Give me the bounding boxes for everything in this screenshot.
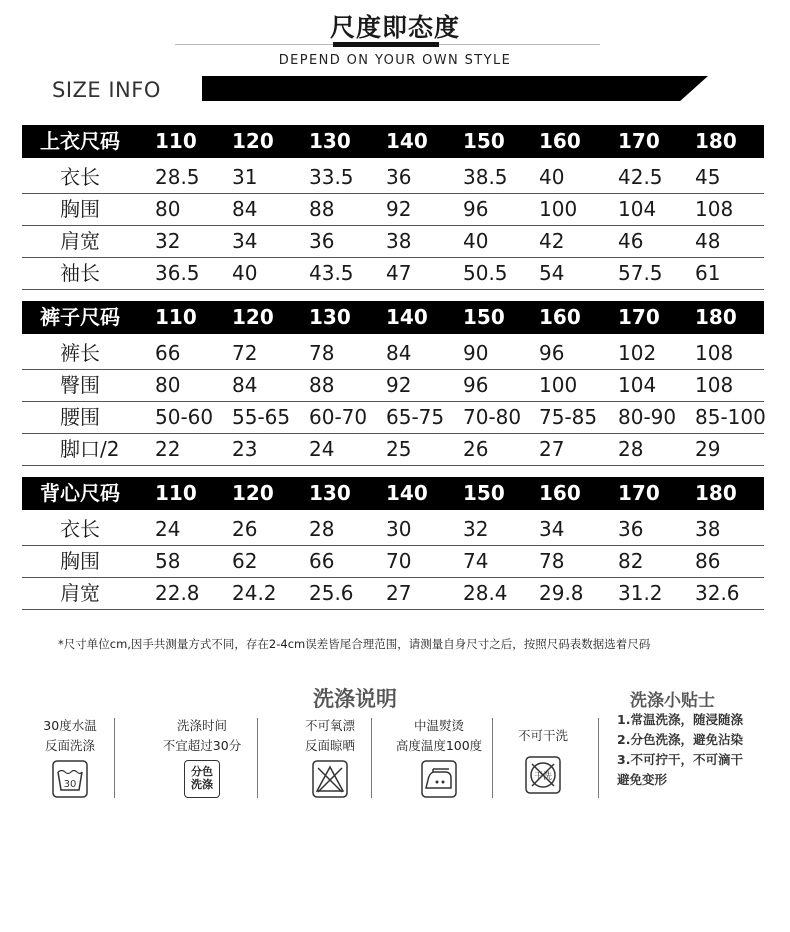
table-cell: 40 [539, 165, 565, 189]
table-cell: 92 [386, 197, 412, 221]
table-cell: 86 [695, 549, 721, 573]
table-cell: 33.5 [309, 165, 354, 189]
column-divider [492, 718, 493, 798]
measurement-label: 袖长 [60, 261, 100, 285]
table-cell: 42.5 [618, 165, 663, 189]
table-cell: 80 [155, 373, 181, 397]
size-header-cell: 120 [232, 481, 274, 505]
table-cell: 32 [463, 517, 489, 541]
wash-30-icon [52, 760, 88, 798]
size-header-cell: 140 [386, 481, 428, 505]
table-cell: 66 [155, 341, 181, 365]
size-header-cell: 160 [539, 481, 581, 505]
size-header-cell: 110 [155, 481, 197, 505]
table-cell: 50.5 [463, 261, 508, 285]
table-row [22, 194, 764, 226]
table-cell: 108 [695, 341, 734, 365]
table-cell: 36 [618, 517, 644, 541]
measurement-label: 胸围 [60, 197, 100, 221]
wash-item-line: 反面晾晒 [304, 738, 355, 753]
table-row [22, 434, 764, 466]
table-cell: 34 [232, 229, 258, 253]
column-divider [371, 718, 372, 798]
table-cell: 72 [232, 341, 258, 365]
table-cell: 78 [539, 549, 565, 573]
table-cell: 96 [463, 373, 489, 397]
table-cell: 100 [539, 373, 578, 397]
tip-line: 3.不可拧干，不可滴干 [617, 752, 743, 767]
table-cell: 24.2 [232, 581, 277, 605]
table-row [22, 162, 764, 194]
table-cell: 82 [618, 549, 644, 573]
table-cell: 34 [539, 517, 565, 541]
size-header-cell: 110 [155, 129, 197, 153]
icon-label [184, 765, 220, 791]
table-cell: 74 [463, 549, 489, 573]
table-cell: 43.5 [309, 261, 354, 285]
size-header-cell: 130 [309, 481, 351, 505]
size-header-cell: 130 [309, 129, 351, 153]
table-cell: 62 [232, 549, 258, 573]
wash-instructions-title: 洗涤说明 [313, 687, 397, 711]
table-cell: 29 [695, 437, 721, 461]
table-row [22, 258, 764, 290]
table-row [22, 514, 764, 546]
table-cell: 84 [232, 197, 258, 221]
table-cell: 25.6 [309, 581, 354, 605]
table-cell: 90 [463, 341, 489, 365]
size-header-cell: 180 [695, 305, 737, 329]
table-row [22, 546, 764, 578]
top-size-table [22, 125, 764, 290]
table-cell: 31 [232, 165, 258, 189]
table-cell: 47 [386, 261, 412, 285]
size-header-cell: 120 [232, 305, 274, 329]
table-cell: 26 [463, 437, 489, 461]
table-cell: 30 [386, 517, 412, 541]
wash-item-line: 中温熨烫 [413, 718, 464, 733]
measurement-label: 裤长 [60, 341, 100, 365]
table-row [22, 578, 764, 610]
vest-size-table [22, 477, 764, 610]
wash-tips-title: 洗涤小贴士 [630, 691, 715, 711]
no-bleach-icon [312, 760, 348, 798]
decorative-banner [202, 76, 708, 101]
table-cell: 65-75 [386, 405, 445, 429]
table-cell: 24 [309, 437, 335, 461]
table-cell: 42 [539, 229, 565, 253]
table-row [22, 402, 764, 434]
measurement-label: 臀围 [60, 373, 100, 397]
table-cell: 70 [386, 549, 412, 573]
wash-item-line: 洗涤时间 [176, 718, 227, 733]
table-cell: 28 [309, 517, 335, 541]
table-cell: 26 [232, 517, 258, 541]
wash-item-line: 反面洗涤 [44, 738, 95, 753]
size-header-cell: 160 [539, 129, 581, 153]
table-header-row [22, 301, 764, 334]
table-cell: 36.5 [155, 261, 200, 285]
table-cell: 32 [155, 229, 181, 253]
table-cell: 50-60 [155, 405, 214, 429]
table-cell: 46 [618, 229, 644, 253]
no-dry-clean-icon [525, 756, 561, 794]
table-row [22, 338, 764, 370]
tip-line: 1.常温洗涤，随浸随涤 [617, 712, 743, 727]
table-cell: 36 [386, 165, 412, 189]
size-header-cell: 160 [539, 305, 581, 329]
table-cell: 102 [618, 341, 657, 365]
table-cell: 104 [618, 373, 657, 397]
wash-30-icon-text: 30 [63, 779, 77, 790]
measurement-label: 衣长 [60, 165, 100, 189]
table-cell: 104 [618, 197, 657, 221]
wash-item-dry-clean [505, 726, 581, 800]
size-header-cell: 150 [463, 305, 505, 329]
wash-item-bleach [290, 716, 370, 804]
size-header-cell: 180 [695, 129, 737, 153]
table-cell: 78 [309, 341, 335, 365]
wash-item-ironing [383, 716, 495, 804]
size-header-cell: 130 [309, 305, 351, 329]
size-header-cell: 140 [386, 129, 428, 153]
table-cell: 108 [695, 373, 734, 397]
table-cell: 96 [539, 341, 565, 365]
table-cell: 66 [309, 549, 335, 573]
measurement-label: 肩宽 [60, 581, 100, 605]
table-cell: 108 [695, 197, 734, 221]
wash-item-line: 不可干洗 [517, 728, 568, 743]
no-dry-clean-icon-text: 干洗 [533, 772, 553, 782]
table-cell: 28.4 [463, 581, 508, 605]
column-divider [257, 718, 258, 798]
table-cell: 25 [386, 437, 412, 461]
table-cell: 24 [155, 517, 181, 541]
table-header-label: 上衣尺码 [40, 129, 120, 153]
wash-tips-list [617, 710, 743, 790]
table-cell: 29.8 [539, 581, 584, 605]
table-cell: 100 [539, 197, 578, 221]
size-header-cell: 170 [618, 129, 660, 153]
table-cell: 36 [309, 229, 335, 253]
table-cell: 27 [386, 581, 412, 605]
table-cell: 96 [463, 197, 489, 221]
table-cell: 55-65 [232, 405, 291, 429]
subtitle: DEPEND ON YOUR OWN STYLE [278, 53, 512, 68]
table-cell: 57.5 [618, 261, 663, 285]
table-cell: 32.6 [695, 581, 740, 605]
measurement-label: 肩宽 [60, 229, 100, 253]
table-cell: 92 [386, 373, 412, 397]
table-cell: 58 [155, 549, 181, 573]
table-header-row [22, 125, 764, 158]
table-cell: 84 [232, 373, 258, 397]
measurement-label: 腰围 [60, 405, 100, 429]
table-cell: 40 [232, 261, 258, 285]
table-cell: 88 [309, 197, 335, 221]
table-row [22, 226, 764, 258]
table-cell: 22.8 [155, 581, 200, 605]
icon-label-line: 分色 [191, 765, 213, 778]
table-cell: 45 [695, 165, 721, 189]
wash-item-line: 30度水温 [43, 718, 97, 733]
table-cell: 80-90 [618, 405, 677, 429]
table-cell: 38 [695, 517, 721, 541]
wash-item-line: 高度温度100度 [395, 738, 483, 753]
tip-line: 2.分色洗涤，避免沾染 [617, 732, 743, 747]
iron-medium-icon [421, 760, 457, 798]
table-cell: 70-80 [463, 405, 522, 429]
pants-size-table [22, 301, 764, 466]
table-cell: 48 [695, 229, 721, 253]
measurement-label: 胸围 [60, 549, 100, 573]
column-divider [114, 718, 115, 798]
table-cell: 28 [618, 437, 644, 461]
table-cell: 54 [539, 261, 565, 285]
table-cell: 23 [232, 437, 258, 461]
table-cell: 84 [386, 341, 412, 365]
size-header-cell: 140 [386, 305, 428, 329]
column-divider [598, 718, 599, 798]
size-header-cell: 170 [618, 305, 660, 329]
table-cell: 38 [386, 229, 412, 253]
table-cell: 28.5 [155, 165, 200, 189]
table-cell: 61 [695, 261, 721, 285]
table-cell: 40 [463, 229, 489, 253]
table-header-label: 裤子尺码 [40, 305, 120, 329]
wash-item-temperature [30, 716, 110, 804]
table-cell: 27 [539, 437, 565, 461]
measurement-label: 脚口/2 [60, 437, 120, 461]
table-cell: 31.2 [618, 581, 663, 605]
table-header-label: 背心尺码 [40, 481, 120, 505]
wash-item-duration [152, 716, 252, 798]
table-cell: 60-70 [309, 405, 368, 429]
table-cell: 38.5 [463, 165, 508, 189]
table-cell: 88 [309, 373, 335, 397]
size-header-cell: 170 [618, 481, 660, 505]
table-cell: 22 [155, 437, 181, 461]
table-header-row [22, 477, 764, 510]
measurement-label: 衣长 [60, 517, 100, 541]
icon-label-line: 洗涤 [191, 778, 213, 791]
tip-line: 避免变形 [617, 772, 668, 787]
title-underline [333, 42, 439, 47]
wash-item-line: 不可氧漂 [304, 718, 355, 733]
size-note: *尺寸单位cm,因手共测量方式不同，存在2-4cm误差皆尾合理范围，请测量自身尺寸之后，按照尺码表数据选着尺码 [58, 637, 651, 651]
table-row [22, 370, 764, 402]
size-info-label: SIZE INFO [52, 78, 161, 102]
table-cell: 75-85 [539, 405, 598, 429]
size-header-cell: 150 [463, 129, 505, 153]
size-header-cell: 110 [155, 305, 197, 329]
table-cell: 80 [155, 197, 181, 221]
size-header-cell: 150 [463, 481, 505, 505]
size-header-cell: 120 [232, 129, 274, 153]
table-cell: 85-100 [695, 405, 766, 429]
wash-item-line: 不宜超过30分 [162, 738, 242, 753]
size-header-cell: 180 [695, 481, 737, 505]
page-title: 尺度即态度 [329, 13, 460, 42]
separate-wash-icon [184, 760, 220, 798]
